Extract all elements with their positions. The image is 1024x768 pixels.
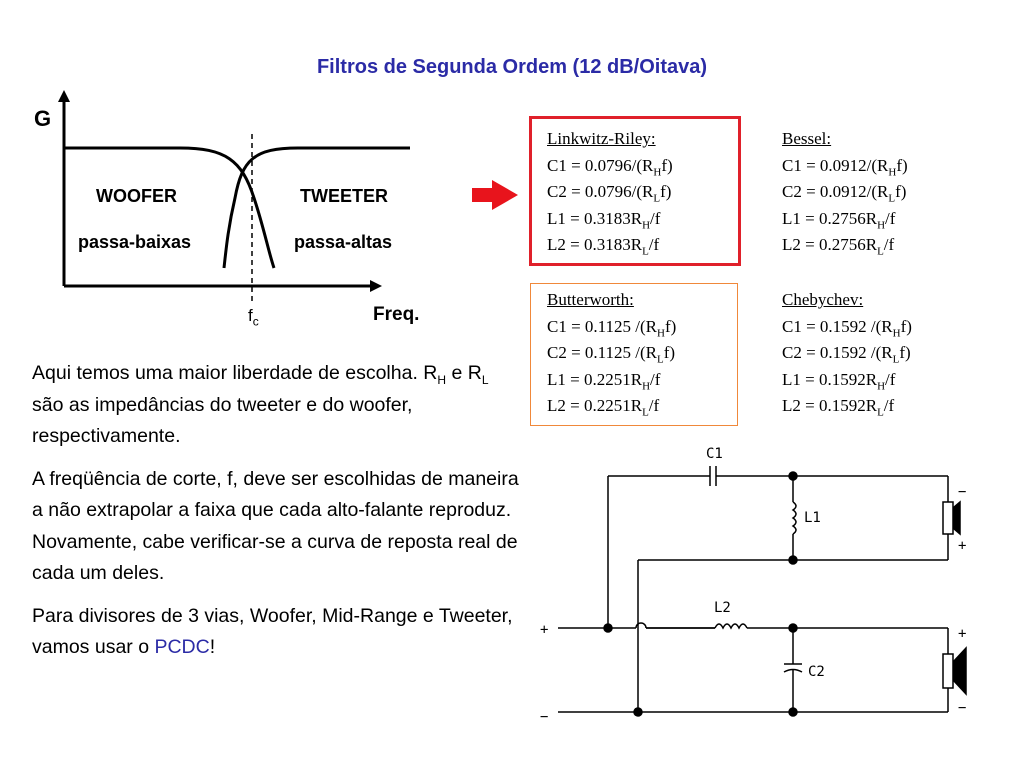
- input-minus-label: −: [540, 709, 549, 725]
- red-arrow-icon: [472, 180, 518, 210]
- l2-label: L2: [714, 600, 731, 616]
- woofer-plus-label: +: [958, 626, 967, 642]
- formula-linkwitz-riley: [547, 126, 673, 259]
- formula-line: $C2 = 0.0912/(R_Lf)$: [782, 182, 907, 205]
- formula-chebychev: [782, 287, 912, 420]
- formula-line: C1 = 0.1125 $/(R_Hf)$: [547, 316, 677, 339]
- tweeter-sublabel: passa-altas: [294, 232, 393, 252]
- paragraph-impedances: Aqui temos uma maior liberdade de escolha. $R_H$ e $R_L$ são as impedâncias do tweeter e do woofer, respectivamente.: [32, 362, 489, 447]
- formula-line: $L1 = 0.2756R_H/f$: [782, 208, 896, 231]
- formula-line: $L2 = 0.1592R_L/f$: [782, 396, 895, 419]
- formula-line: $C2 = 0.0796/(R_Lf)$: [547, 182, 672, 205]
- page-title: Filtros de Segunda Ordem (12 dB/Oitava): [316, 56, 708, 78]
- formula-line: $L1 = 0.1592R_H/f$: [782, 369, 896, 392]
- cutoff-frequency-label: $f_c$: [248, 306, 259, 329]
- c1-label: C1: [706, 446, 723, 462]
- formula-line: $L2 = 0.3183R_L/f$: [547, 235, 660, 258]
- formula-line: C2 = 0.1592 $/(R_Lf)$: [782, 343, 911, 366]
- input-plus-label: +: [540, 622, 549, 638]
- y-axis-label: G: [34, 106, 52, 131]
- formula-butterworth: [547, 287, 676, 420]
- l1-label: L1: [804, 510, 821, 526]
- formula-bessel: [782, 126, 908, 259]
- tweeter-minus-label: −: [958, 484, 967, 500]
- formula-line: $L2 = 0.2756R_L/f$: [782, 235, 895, 258]
- formula-line: $L1 = 0.2251R_H/f$: [547, 369, 661, 392]
- formula-line: $L1 = 0.3183R_H/f$: [547, 208, 661, 231]
- paragraph-three-way: Para divisores de 3 vias, Woofer, Mid-Range e Tweeter, vamos usar o PCDC!: [32, 604, 513, 658]
- formula-line: $L2 = 0.2251R_L/f$: [547, 396, 660, 419]
- formula-heading: Bessel:: [782, 129, 832, 148]
- formula-line: $C1 = 0.0912/(R_Hf)$: [782, 155, 908, 178]
- tweeter-label: TWEETER: [300, 186, 388, 206]
- c2-label: C2: [808, 664, 825, 680]
- formula-heading: Linkwitz-Riley:: [547, 129, 656, 148]
- woofer-speaker-icon: [943, 654, 953, 688]
- formula-line: C2 = 0.1125 $/(R_Lf)$: [547, 343, 676, 366]
- crossover-circuit-diagram: [530, 436, 980, 736]
- tweeter-speaker-icon: [943, 502, 953, 534]
- paragraph-cutoff: A freqüência de corte, f, deve ser escolhidas de maneira a não extrapolar a faixa que cada alto-falante reproduz. Novamente, cabe verificar-se a curva de reposta real de cada um deles.: [32, 467, 519, 584]
- pcdc-link[interactable]: PCDC: [154, 636, 210, 658]
- woofer-minus-label: −: [958, 700, 967, 716]
- woofer-sublabel: passa-baixas: [78, 232, 192, 252]
- body-text: [32, 358, 522, 675]
- formula-line: $C1 = 0.0796/(R_Hf)$: [547, 155, 673, 178]
- tweeter-plus-label: +: [958, 538, 967, 554]
- x-axis-label: Freq.: [373, 304, 420, 325]
- formula-line: C1 = 0.1592 $/(R_Hf)$: [782, 316, 912, 339]
- formula-heading: Chebychev:: [782, 290, 864, 309]
- woofer-label: WOOFER: [96, 186, 177, 206]
- formula-heading: Butterworth:: [547, 290, 634, 309]
